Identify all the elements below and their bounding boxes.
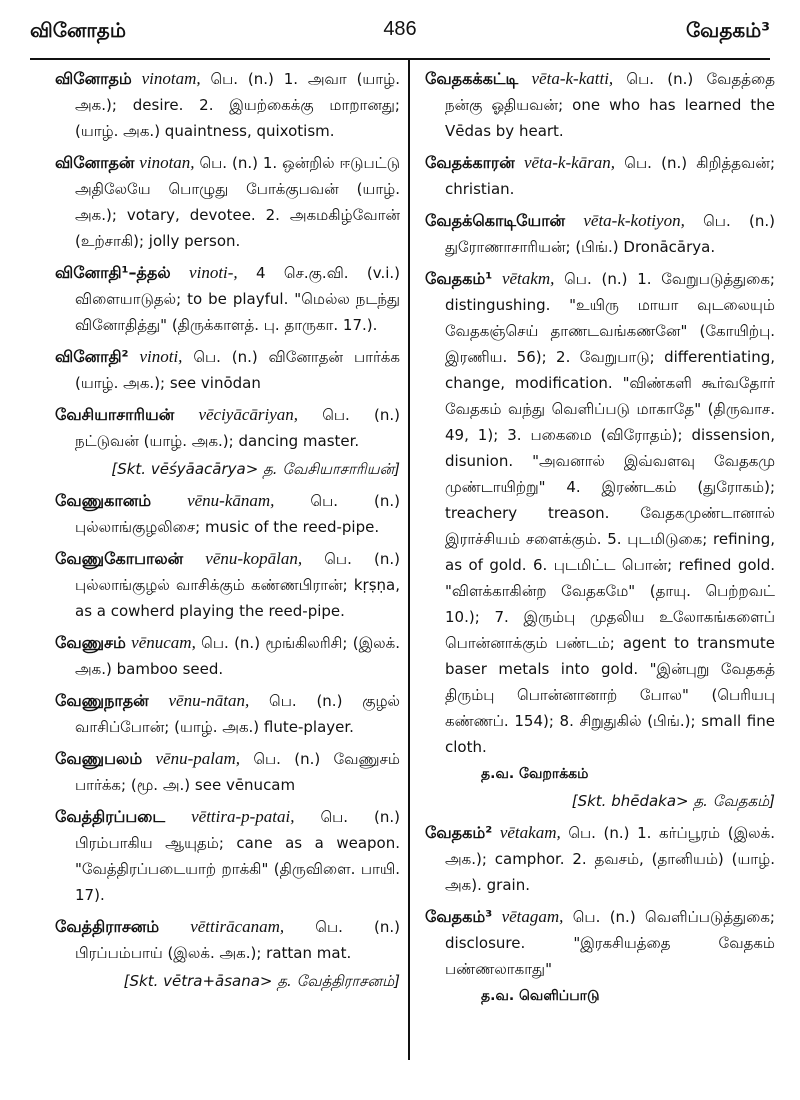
transliteration: vēnu-nātan, <box>168 691 250 710</box>
left-column <box>55 66 400 1000</box>
definition: பெ. (n.) வெளிப்படுத்துகை; disclosure. "இரகசியத்தை வேதகம் பண்ணலாகாது" <box>445 908 775 978</box>
definition: பெ. (n.) புல்லாங்குழல் வாசிக்கும் கண்ணபிரான்; kṛṣṇa, as a cowherd playing the reed-pipe. <box>75 550 400 620</box>
dictionary-entry <box>55 546 400 624</box>
tamil-equivalent-note: த.வ. வெளிப்பாடு <box>481 988 600 1004</box>
definition: பெ. (n.) கிறித்தவன்; christian. <box>445 154 775 198</box>
dictionary-entry <box>55 804 400 908</box>
dictionary-entry <box>425 208 775 260</box>
dictionary-entry <box>55 66 400 144</box>
headword: வினோதன் <box>55 153 135 172</box>
headword: வேணுபலம் <box>55 749 143 768</box>
headword: வேணுகோபாலன் <box>55 549 184 568</box>
dictionary-entry <box>425 820 775 898</box>
headword: வேணுசம் <box>55 633 126 652</box>
headword: வேணுநாதன் <box>55 691 149 710</box>
transliteration: vēta-k-katti, <box>531 69 614 88</box>
definition: பெ. (n.) வினோதன் பார்க்க (யாழ். அக.); see vinōdan <box>75 348 400 392</box>
header-guide-word-right: வேதகம்³ <box>685 18 770 42</box>
transliteration: vēnu-palam, <box>155 749 241 768</box>
dictionary-entry <box>425 150 775 202</box>
headword: வேதக்காரன் <box>425 153 515 172</box>
etymology-note: [Skt. vēśyāacārya> த. வேசியாசாரியன்] <box>111 460 400 478</box>
header-rule <box>30 58 770 60</box>
page-number: 486 <box>383 18 417 40</box>
definition: பெ. (n.) 1. கர்ப்பூரம் (இலக். அக.); camphor. 2. தவசம், (தானியம்) (யாழ். அக). grain. <box>445 824 775 894</box>
dictionary-entry <box>55 914 400 966</box>
dictionary-entry <box>55 630 400 682</box>
transliteration: vinotan, <box>139 153 195 172</box>
definition: பெ. (n.) 1. அவா (யாழ். அக.); desire. 2. இயற்கைக்கு மாறானது; (யாழ். அக.) quaintness, quixotism. <box>75 70 400 140</box>
headword: வினோதம் <box>55 69 132 88</box>
headword: வேத்திராசனம் <box>55 917 160 936</box>
transliteration: vēttira-p-patai, <box>191 807 295 826</box>
transliteration: vēta-k-kotiyon, <box>583 211 685 230</box>
definition: பெ. (n.) குழல் வாசிப்போன்; (யாழ். அக.) flute-player. <box>75 692 400 736</box>
definition: பெ. (n.) வேணுசம் பார்க்க; (மூ. அ.) see vēnucam <box>75 750 400 794</box>
transliteration: vētakm, <box>501 269 555 288</box>
dictionary-entry <box>55 344 400 396</box>
tamil-equivalent-note: த.வ. வேறாக்கம் <box>481 766 589 782</box>
transliteration: vētagam, <box>501 907 564 926</box>
transliteration: vinotam, <box>141 69 201 88</box>
transliteration: vēciyācāriyan, <box>198 405 299 424</box>
headword: வேத்திரப்படை <box>55 807 166 826</box>
definition: பெ. (n.) நட்டுவன் (யாழ். அக.); dancing master. <box>75 406 400 450</box>
headword: வினோதி² <box>55 347 129 366</box>
definition: பெ. (n.) மூங்கிலரிசி; (இலக். அக.) bamboo seed. <box>75 634 400 678</box>
definition: 4 செ.கு.வி. (v.i.) விளையாடுதல்; to be playful. "மெல்ல நடந்து வினோதித்து" (திருக்காளத். பு. தாருகா. 17.). <box>75 264 400 334</box>
headword: வேசியாசாரியன் <box>55 405 175 424</box>
definition: பெ. (n.) வேதத்தை நன்கு ஓதியவன்; one who has learned the Vēdas by heart. <box>445 70 775 140</box>
etymology-note: [Skt. bhēdaka> த. வேதகம்] <box>571 792 775 810</box>
definition: பெ. (n.) 1. வேறுபடுத்துகை; distingushing. "உயிரு மாயா வுடலையும் வேதகஞ்செய் தாணடவங்கணனே" (கோயிற்பு. இரணிய. 56); 2. வேறுபாடு; differentiating, change, modification. "விண்களி கூர்வதோர் வேதகம் வந்து வெளிப்படு மாகாதே" (திருவாச. 49, 1); 3. பகைமை (விரோதம்); dissension, disunion. "அவனால் இவ்வளவு வேதகமு முண்டாயிற்று" 4. இரண்டகம் (துரோகம்); treachery treason. வேதகமுண்டானால் இராச்சியம் சளைக்கும். 5. புடமிடுகை; refining, as of gold. 6. புடமிட்ட பொன்; refined gold. "விளக்காகின்ற வேதகமே" (தாயு. பெற்றவட் 10.); 7. இரும்பு முதலிய உலோகங்களைப் பொன்னாக்கும் பண்டம்; agent to transmute baser metals into gold. "இன்புறு வேதகத் திரும்பு பொன்னானாற் போல" (பெரியபு கண்ணப். 154); 8. சிறுதுகில் (பிங்.); small fine cloth. <box>445 270 775 756</box>
transliteration: vēnucam, <box>131 633 196 652</box>
column-divider <box>408 60 410 1060</box>
headword: வினோதி¹–த்தல் <box>55 263 171 282</box>
dictionary-entry <box>55 402 400 454</box>
page-header <box>30 18 770 58</box>
dictionary-entry <box>55 260 400 338</box>
headword: வேணுகானம் <box>55 491 152 510</box>
dictionary-entry <box>55 488 400 540</box>
transliteration: vēta-k-kāran, <box>523 153 616 172</box>
transliteration: vētakam, <box>499 823 561 842</box>
dictionary-entry <box>55 150 400 254</box>
headword: வேதகக்கட்டி <box>425 69 519 88</box>
dictionary-entry <box>425 66 775 144</box>
right-column <box>425 66 775 1014</box>
dictionary-entry <box>425 904 775 982</box>
headword: வேதகம்³ <box>425 907 493 926</box>
header-guide-word-left: வினோதம் <box>30 18 126 42</box>
definition: பெ. (n.) 1. ஒன்றில் ஈடுபட்டு அதிலேயே பொழுது போக்குபவன் (யாழ். அக.); votary, devotee. 2. அகமகிழ்வோன் (உற்சாகி); jolly person. <box>75 154 400 250</box>
definition: பெ. (n.) துரோணாசாரியன்; (பிங்.) Dronācārya. <box>445 212 775 256</box>
dictionary-entry <box>55 746 400 798</box>
transliteration: vēnu-kānam, <box>187 491 275 510</box>
headword: வேதக்கொடியோன் <box>425 211 566 230</box>
transliteration: vēttirācanam, <box>190 917 285 936</box>
dictionary-entry <box>425 266 775 760</box>
definition: பெ. (n.) பிரப்பம்பாய் (இலக். அக.); rattan mat. <box>75 918 400 962</box>
transliteration: vinoti, <box>139 347 183 366</box>
transliteration: vēnu-kopālan, <box>205 549 303 568</box>
definition: பெ. (n.) புல்லாங்குழலிசை; music of the reed-pipe. <box>75 492 400 536</box>
transliteration: vinoti-, <box>189 263 238 282</box>
headword: வேதகம்¹ <box>425 269 493 288</box>
dictionary-entry <box>55 688 400 740</box>
etymology-note: [Skt. vētra+āsana> த. வேத்திராசனம்] <box>123 972 400 990</box>
definition: பெ. (n.) பிரம்பாகிய ஆயுதம்; cane as a weapon. "வேத்திரப்படையாற் றாக்கி" (திருவிளை. பாயி. 17). <box>75 808 400 904</box>
headword: வேதகம்² <box>425 823 493 842</box>
